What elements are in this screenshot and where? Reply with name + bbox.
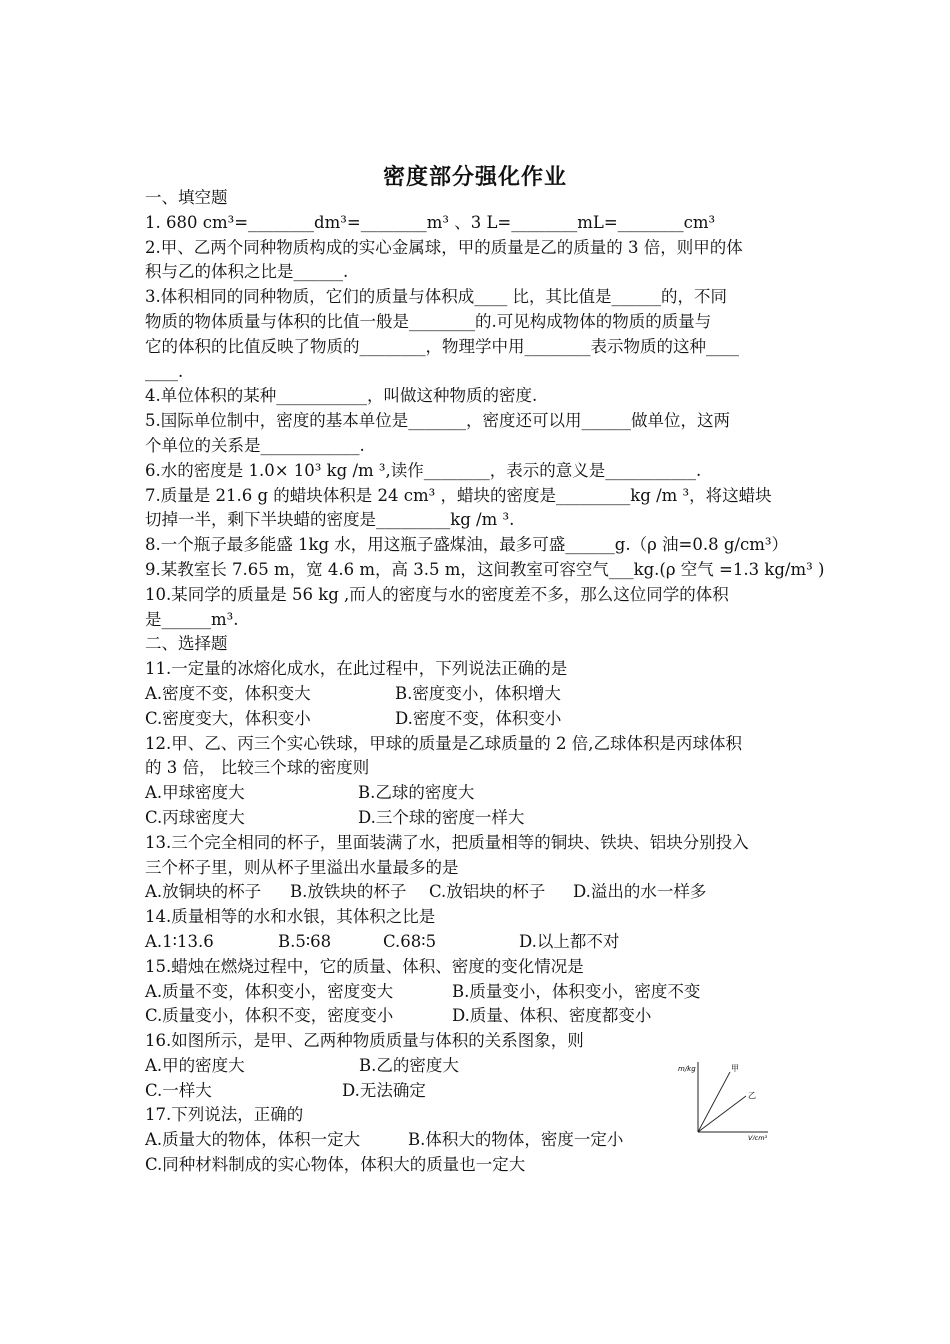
choice-option: B.放铁块的杯子	[290, 882, 407, 902]
choice-option: C.放铝块的杯子	[429, 882, 546, 902]
text-line: 14.质量相等的水和水银，其体积之比是	[145, 907, 436, 927]
text-line: ____.	[145, 361, 184, 381]
choice-options-row	[145, 707, 810, 732]
choice-option: C.丙球密度大	[145, 807, 245, 827]
choice-option: C.一样大	[145, 1080, 212, 1100]
graph-x-label: V/cm³	[748, 1134, 768, 1140]
text-line: 2.甲、乙两个同种物质构成的实心金属球，甲的质量是乙的质量的 3 倍，则甲的体	[145, 237, 743, 257]
text-line: 16.如图所示，是甲、乙两种物质质量与体积的关系图象，则	[145, 1031, 584, 1051]
choice-option: A.质量不变，体积变小，密度变大	[145, 981, 394, 1001]
text-line: 7.质量是 21.6 g 的蜡块体积是 24 cm³ ，蜡块的密度是_________kg /m ³，将这蜡块	[145, 485, 772, 505]
choice-options-row	[145, 980, 810, 1005]
text-line: 一、填空题	[145, 188, 228, 207]
text-line: 是______m³.	[145, 609, 239, 629]
text-line: 17.下列说法，正确的	[145, 1105, 304, 1125]
choice-option: A.甲球密度大	[145, 783, 245, 803]
graph-line-jia	[698, 1072, 730, 1132]
choice-option: D.以上都不对	[519, 931, 620, 951]
choice-option: B.乙球的密度大	[358, 783, 475, 803]
text-line: 13.三个完全相同的杯子，里面装满了水，把质量相等的铜块、铁块、铝块分别投入	[145, 832, 749, 852]
choice-option: A.放铜块的杯子	[145, 882, 262, 902]
choice-option: C.质量变小，体积不变，密度变小	[145, 1006, 394, 1026]
choice-options-row	[145, 1004, 810, 1029]
page-title: 密度部分强化作业	[382, 165, 567, 190]
choice-options-row	[145, 930, 810, 955]
text-line: 15.蜡烛在燃烧过程中，它的质量、体积、密度的变化情况是	[145, 956, 584, 976]
text-line: 8.一个瓶子最多能盛 1kg 水，用这瓶子盛煤油，最多可盛______g.（ρ 油=0.8 g/cm³）	[145, 535, 788, 555]
text-line: 的 3 倍， 比较三个球的密度则	[145, 758, 370, 778]
text-line: 二、选择题	[145, 634, 228, 654]
text-line: 三个杯子里，则从杯子里溢出水量最多的是	[145, 857, 459, 877]
text-line: 9.某教室长 7.65 m，宽 4.6 m，高 3.5 m，这间教室可容空气___kg.(ρ 空气 =1.3 kg/m³ )	[145, 559, 825, 579]
choice-option: B.质量变小，体积变小，密度不变	[452, 981, 701, 1001]
text-line: 4.单位体积的某种___________，叫做这种物质的密度.	[145, 386, 538, 406]
text-line: 积与乙的体积之比是______.	[145, 262, 349, 282]
text-line: C.同种材料制成的实心物体，体积大的质量也一定大	[145, 1155, 526, 1175]
choice-option: D.三个球的密度一样大	[358, 807, 525, 827]
choice-option: A.1∶13.6	[145, 931, 214, 951]
choice-option: B.密度变小，体积增大	[395, 683, 561, 703]
choice-option: B.体积大的物体，密度一定小	[408, 1130, 624, 1150]
text-line: 个单位的关系是____________.	[145, 435, 365, 455]
graph-series-yi-label: 乙	[748, 1091, 756, 1100]
choice-option: B.乙的密度大	[359, 1055, 459, 1075]
choice-options-row	[145, 682, 810, 707]
text-line: 物质的物体质量与体积的比值一般是________的.可见构成物体的物质的质量与	[145, 311, 712, 331]
text-line: 5.国际单位制中，密度的基本单位是_______，密度还可以用______做单位，这两	[145, 411, 730, 431]
graph-series-jia-label: 甲	[731, 1064, 739, 1073]
text-line: 10.某同学的质量是 56 kg ,而人的密度与水的密度差不多，那么这位同学的体积	[145, 584, 729, 604]
choice-option: D.溢出的水一样多	[573, 882, 707, 902]
choice-option: A.质量大的物体，体积一定大	[145, 1130, 361, 1150]
text-line: 6.水的密度是 1.0× 10³ kg /m ³,读作________，表示的意义是___________.	[145, 460, 702, 480]
choice-option: A.甲的密度大	[145, 1055, 245, 1075]
choice-option: D.无法确定	[342, 1080, 426, 1100]
choice-option: B.5∶68	[278, 931, 332, 951]
choice-option: C.密度变大，体积变小	[145, 708, 311, 728]
text-line: 它的体积的比值反映了物质的________，物理学中用________表示物质的这种____	[145, 336, 739, 356]
graph-y-label: m/kg	[678, 1065, 696, 1073]
choice-option: D.质量、体积、密度都变小	[452, 1006, 652, 1026]
text-line: 1. 680 cm³=________dm³=________m³ 、3 L=________mL=________cm³	[145, 212, 716, 232]
choice-option: C.68∶5	[383, 931, 437, 951]
choice-options-row	[145, 880, 810, 905]
text-line: 切掉一半，剩下半块蜡的密度是_________kg /m ³.	[145, 510, 515, 530]
choice-options-row	[145, 781, 810, 806]
text-line: 11.一定量的冰熔化成水，在此过程中，下列说法正确的是	[145, 659, 568, 679]
choice-option: A.密度不变，体积变大	[145, 683, 311, 703]
text-line: 12.甲、乙、丙三个实心铁球，甲球的质量是乙球质量的 2 倍,乙球体积是丙球体积	[145, 733, 742, 753]
text-line: 3.体积相同的同种物质，它们的质量与体积成____ 比，其比值是______的，不同	[145, 287, 727, 307]
choice-options-row	[145, 806, 810, 831]
choice-option: D.密度不变，体积变小	[395, 708, 562, 728]
mass-volume-graph	[676, 1058, 776, 1140]
document-body	[145, 186, 825, 1178]
graph-line-yi	[698, 1096, 746, 1132]
